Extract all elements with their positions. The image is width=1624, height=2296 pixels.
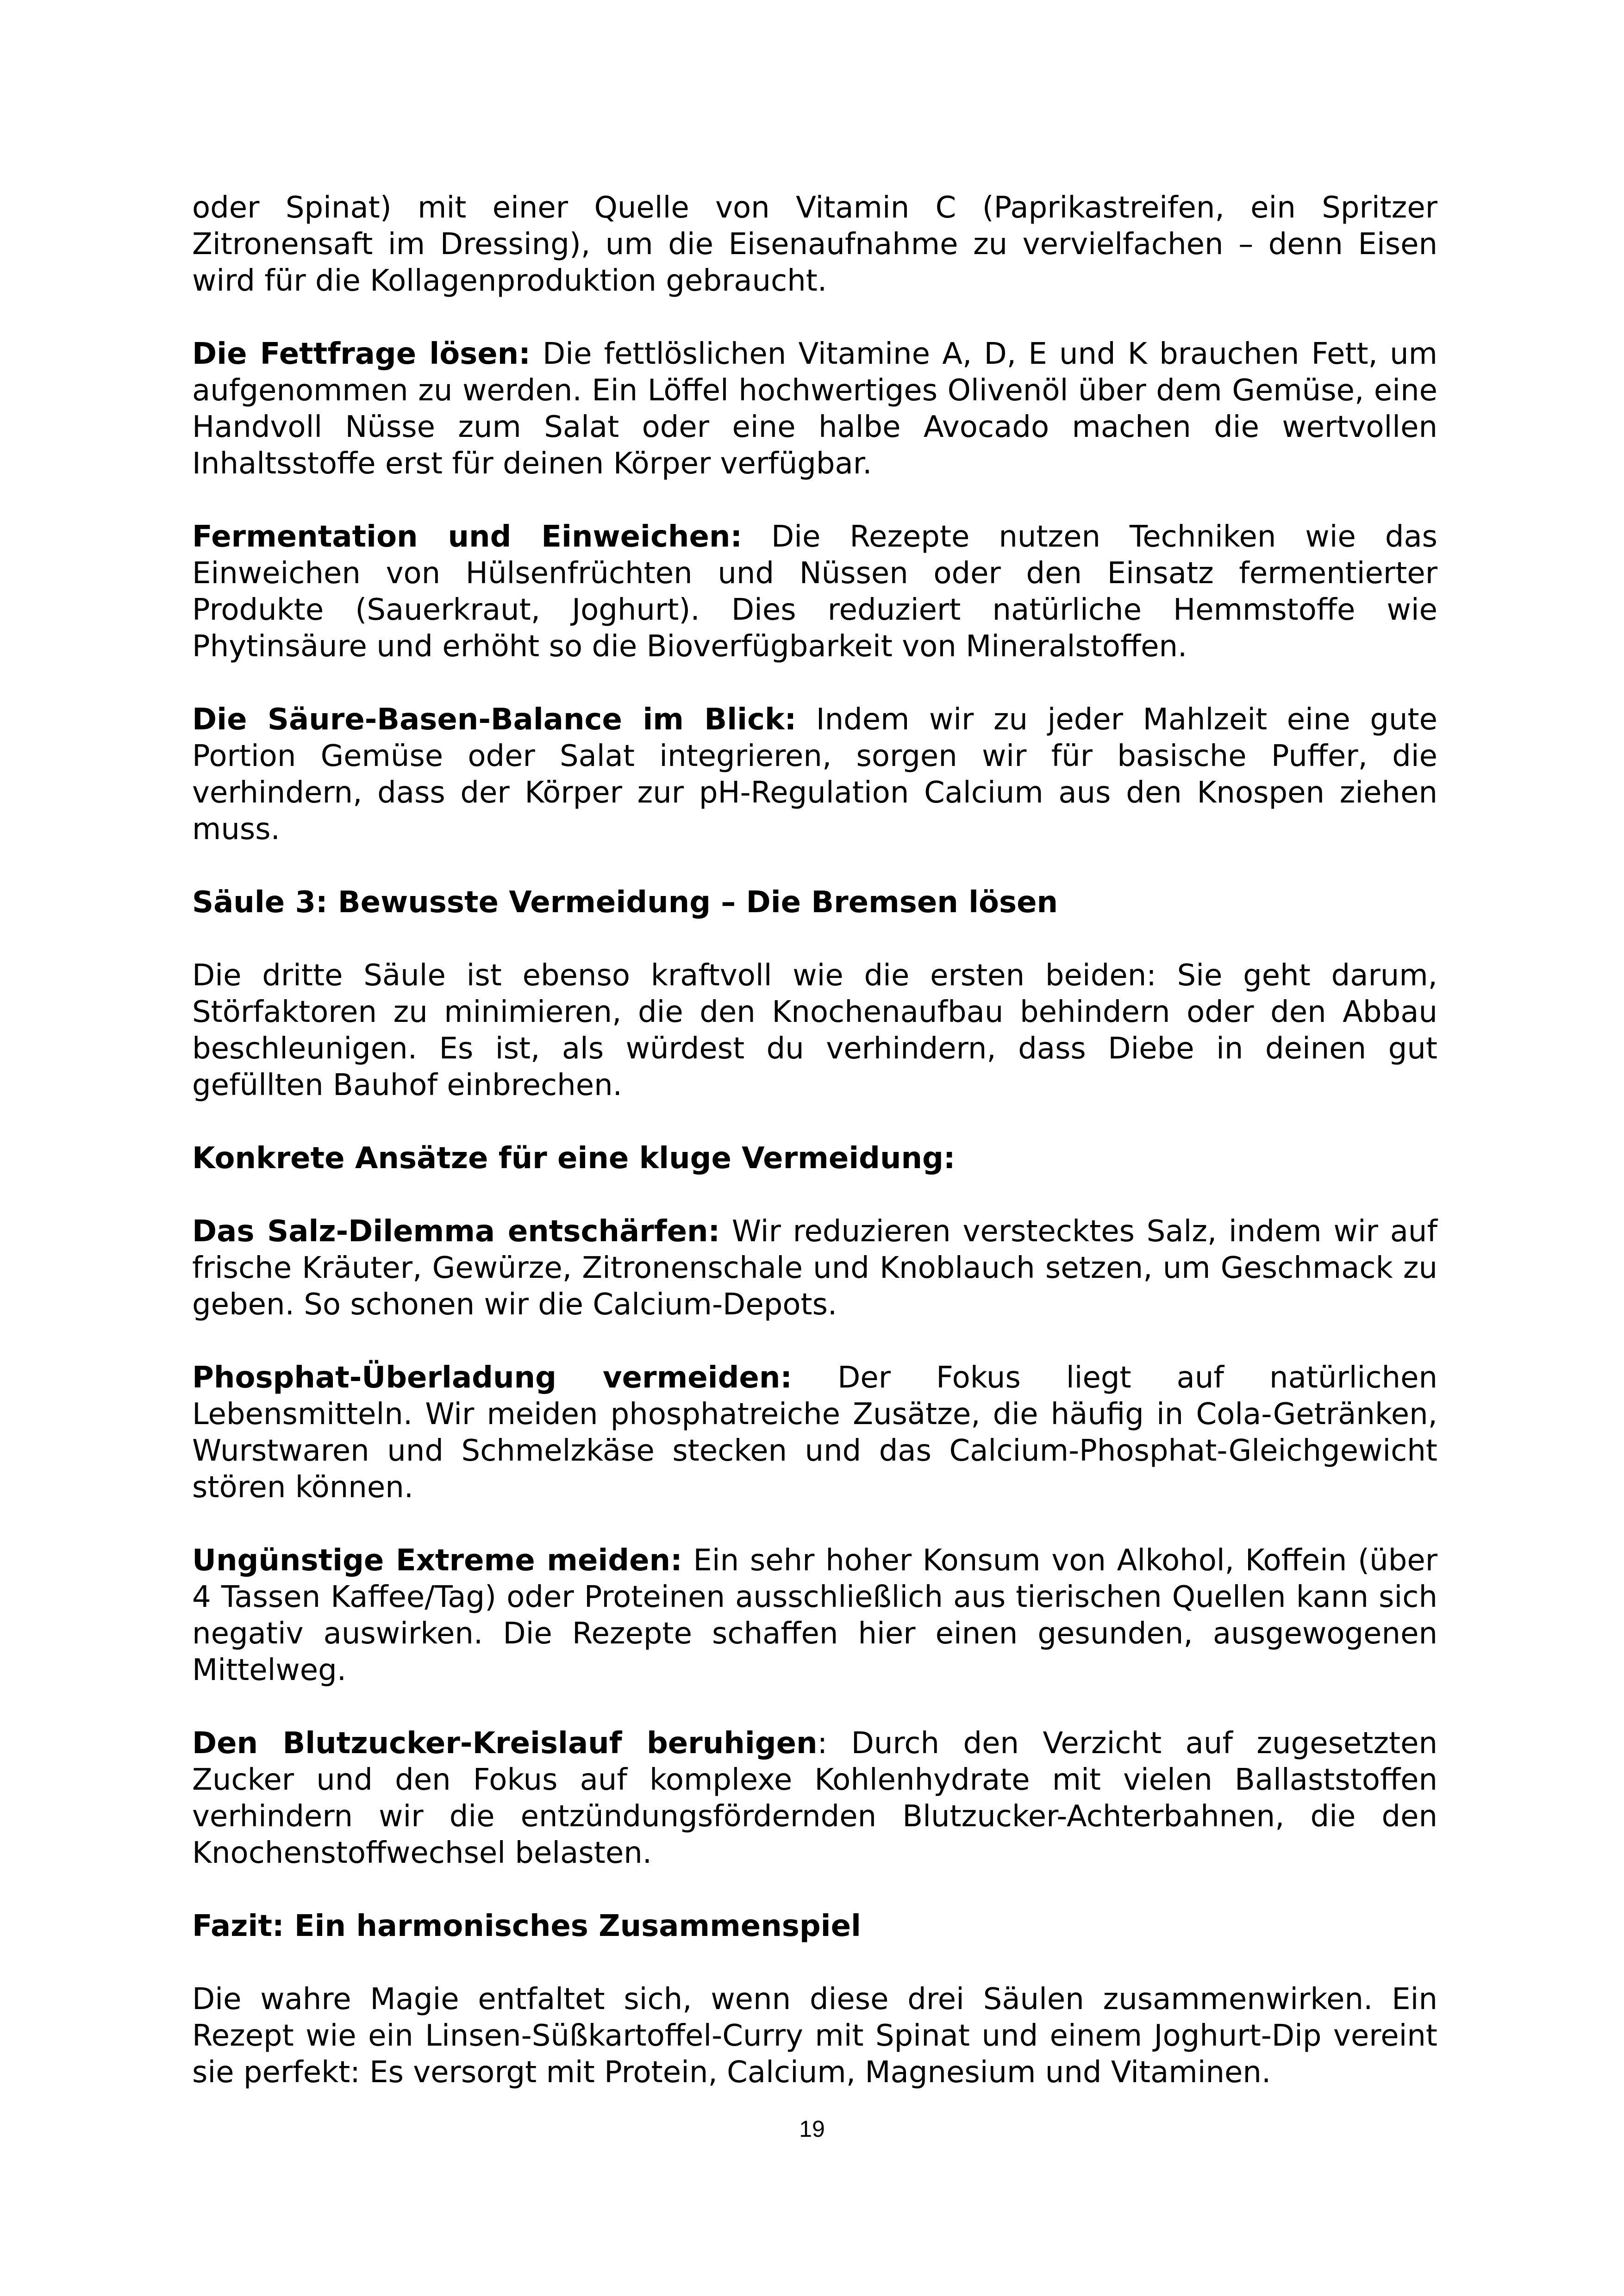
paragraph-blutzucker: Den Blutzucker-Kreislauf beruhigen: Durch den Verzicht auf zugesetzten Zucker und den Fokus auf komplexe Kohlenhydrate mit vielen Ballaststoffen verhindern wir die entzündungsfördernden Blutzucker-Achterbahnen, die den Knochenstoffwechsel belasten. [192, 1726, 1438, 1870]
paragraph-lead-bold: Die Fettfrage lösen: [192, 337, 531, 371]
paragraph-lead-bold: Ungünstige Extreme meiden: [192, 1543, 682, 1578]
paragraph-lead-bold: Das Salz-Dilemma entschärfen: [192, 1214, 720, 1249]
page-number: 19 [799, 2116, 825, 2142]
page-body [192, 190, 1437, 2128]
paragraph-salz: Das Salz-Dilemma entschärfen: Wir reduzieren verstecktes Salz, indem wir auf frische Kräuter, Gewürze, Zitronenschale und Knoblauch setzen, um Geschmack zu geben. So schonen wir die Calcium-Depots. [192, 1214, 1438, 1322]
paragraph-extreme: Ungünstige Extreme meiden: Ein sehr hoher Konsum von Alkohol, Koffein (über 4 Tassen Kaffee/Tag) oder Proteinen ausschließlich aus tierischen Quellen kann sich negativ auswirken. Die Rezepte schaffen hier einen gesunden, ausgewogenen Mittelweg. [192, 1543, 1438, 1687]
paragraph-lead-bold: Phosphat-Überladung vermeiden: [192, 1361, 792, 1395]
paragraph-fettfrage: Die Fettfrage lösen: Die fettlöslichen Vitamine A, D, E und K brauchen Fett, um aufgenommen zu werden. Ein Löffel hochwertiges Olivenöl über dem Gemüse, eine Handvoll Nüsse zum Salat oder eine halbe Avocado machen die wertvollen Inhaltsstoffe erst für deinen Körper verfügbar. [192, 337, 1438, 481]
paragraph-intro: oder Spinat) mit einer Quelle von Vitamin C (Paprikastreifen, ein Spritzer Zitronensaft im Dressing), um die Eisenaufnahme zu vervielfachen – denn Eisen wird für die Kollagenproduktion gebraucht. [192, 191, 1437, 298]
paragraph-phosphat: Phosphat-Überladung vermeiden: Der Fokus liegt auf natürlichen Lebensmitteln. Wir meiden phosphatreiche Zusätze, die häufig in Cola-Getränken, Wurstwaren und Schmelzkäse stecken und das Calcium-Phosphat-Gleichgewicht stören können. [192, 1361, 1437, 1505]
paragraph-dritte-saeule: Die dritte Säule ist ebenso kraftvoll wie die ersten beiden: Sie geht darum, Störfaktoren zu minimieren, die den Knochenaufbau behindern oder den Abbau beschleunigen. Es ist, als würdest du verhindern, dass Diebe in deinen gut gefüllten Bauhof einbrechen. [192, 958, 1437, 1102]
paragraph-lead-bold: Die Säure-Basen-Balance im Blick: [192, 703, 797, 737]
paragraph-fermentation: Fermentation und Einweichen: Die Rezepte nutzen Techniken wie das Einweichen von Hülsenfrüchten und Nüssen oder den Einsatz fermentierter Produkte (Sauerkraut, Joghurt). Dies reduziert natürliche Hemmstoffe wie Phytinsäure und erhöht so die Bioverfügbarkeit von Mineralstoffen. [192, 520, 1438, 664]
paragraph-fazit: Die wahre Magie entfaltet sich, wenn diese drei Säulen zusammenwirken. Ein Rezept wie ein Linsen-Süßkartoffel-Curry mit Spinat und einem Joghurt-Dip vereint sie perfekt: Es versorgt mit Protein, Calcium, Magnesium und Vitaminen. [192, 1982, 1437, 2090]
section-heading-saeule-3: Säule 3: Bewusste Vermeidung – Die Bremsen lösen [192, 885, 1058, 920]
section-heading-ansaetze: Konkrete Ansätze für eine kluge Vermeidung: [192, 1141, 956, 1176]
paragraph-saeure-basen: Die Säure-Basen-Balance im Blick: Indem wir zu jeder Mahlzeit eine gute Portion Gemüse oder Salat integrieren, sorgen wir für basische Puffer, die verhindern, dass der Körper zur pH-Regulation Calcium aus den Knospen ziehen muss. [192, 703, 1437, 846]
paragraph-lead-bold: Fermentation und Einweichen: [192, 520, 743, 554]
section-heading-fazit: Fazit: Ein harmonisches Zusammenspiel [192, 1909, 861, 1943]
paragraph-lead-bold: Den Blutzucker-Kreislauf beruhigen [192, 1726, 818, 1761]
